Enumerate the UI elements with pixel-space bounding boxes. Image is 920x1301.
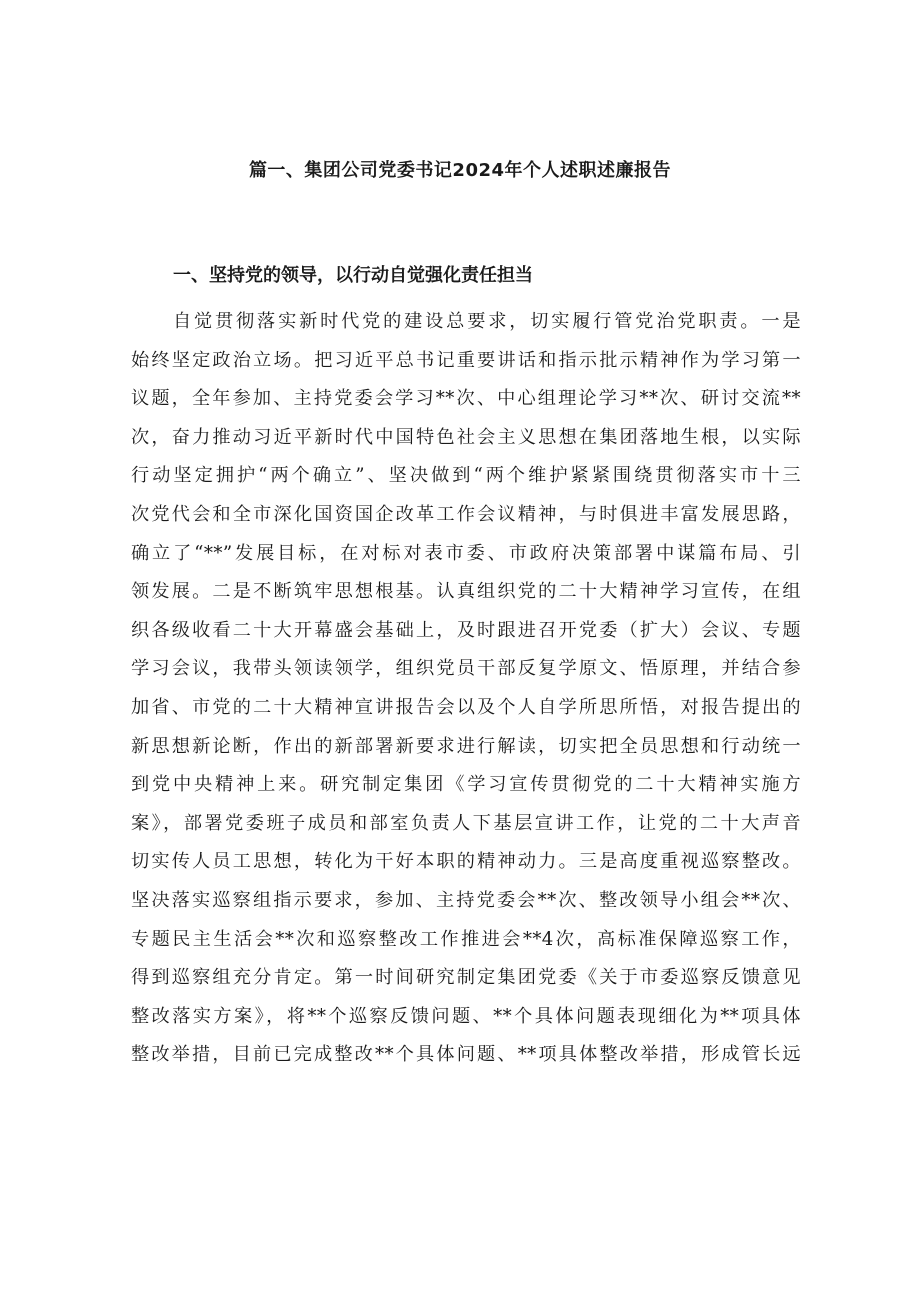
paragraph-line: 专题民主生活会**次和巡察整改工作推进会**4次，高标准保障巡察工作， (131, 928, 801, 950)
paragraph-line: 整改落实方案》，将**个巡察反馈问题、**个具体问题表现细化为**项具体 (131, 1005, 801, 1027)
paragraph-line: 领发展。二是不断筑牢思想根基。认真组织党的二十大精神学习宣传，在组 (131, 581, 801, 603)
paragraph-line: 织各级收看二十大开幕盛会基础上，及时跟进召开党委（扩大）会议、专题 (131, 619, 801, 641)
paragraph-line: 学习会议，我带头领读领学，组织党员干部反复学原文、悟原理，并结合参 (131, 658, 801, 680)
paragraph-line: 新思想新论断，作出的新部署新要求进行解读，切实把全员思想和行动统一 (131, 735, 801, 757)
paragraph-line: 自觉贯彻落实新时代党的建设总要求，切实履行管党治党职责。一是 (173, 311, 801, 332)
paragraph-line: 确立了“**”发展目标，在对标对表市委、市政府决策部署中谋篇布局、引 (131, 542, 801, 564)
paragraph-line: 切实传人员工思想，转化为干好本职的精神动力。三是高度重视巡察整改。 (131, 851, 801, 873)
paragraph-line: 议题，全年参加、主持党委会学习**次、中心组理论学习**次、研讨交流** (131, 388, 801, 410)
paragraph-line: 加省、市党的二十大精神宣讲报告会以及个人自学所思所悟，对报告提出的 (131, 696, 801, 718)
paragraph-line: 次党代会和全市深化国资国企改革工作会议精神，与时俱进丰富发展思路， (131, 503, 801, 525)
section-heading: 一、坚持党的领导，以行动自觉强化责任担当 (173, 265, 533, 286)
document-title: 篇一、集团公司党委书记2024年个人述职述廉报告 (248, 160, 672, 181)
paragraph-line: 整改举措，目前已完成整改**个具体问题、**项具体整改举措，形成管长远 (131, 1044, 801, 1066)
paragraph-line: 得到巡察组充分肯定。第一时间研究制定集团党委《关于市委巡察反馈意见 (131, 967, 801, 989)
paragraph-line: 次，奋力推动习近平新时代中国特色社会主义思想在集团落地生根，以实际 (131, 426, 801, 448)
paragraph-line: 到党中央精神上来。研究制定集团《学习宣传贯彻党的二十大精神实施方 (131, 774, 801, 796)
paragraph-line: 始终坚定政治立场。把习近平总书记重要讲话和指示批示精神作为学习第一 (131, 349, 801, 371)
paragraph-line: 行动坚定拥护“两个确立”、坚决做到“两个维护紧紧围绕贯彻落实市十三 (131, 465, 801, 487)
paragraph (131, 307, 801, 1079)
paragraph-line: 案》，部署党委班子成员和部室负责人下基层宣讲工作，让党的二十大声音 (131, 812, 801, 834)
paragraph-line: 坚决落实巡察组指示要求，参加、主持党委会**次、整改领导小组会**次、 (131, 889, 801, 911)
